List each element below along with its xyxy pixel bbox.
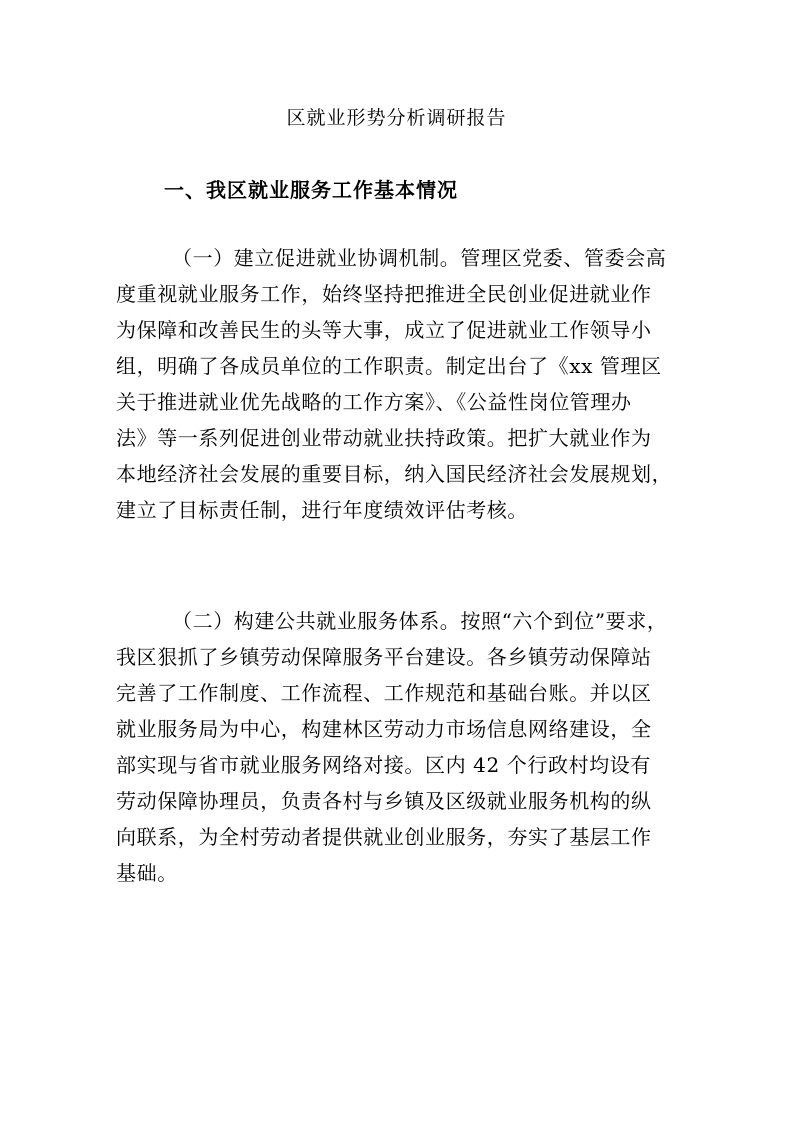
section-heading: 一、我区就业服务工作基本情况 [164,178,458,202]
paragraph-line: 本地经济社会发展的重要目标，纳入国民经济社会发展规划， [116,462,673,486]
paragraph-line: 为保障和改善民生的头等大事，成立了促进就业工作领导小 [116,318,652,342]
paragraph-line: 向联系，为全村劳动者提供就业创业服务，夯实了基层工作 [116,825,652,849]
paragraph-line: 法》等一系列促进创业带动就业扶持政策。把扩大就业作为 [116,426,652,450]
paragraph-line: （二）构建公共就业服务体系。按照“六个到位”要求， [172,609,668,633]
paragraph-line: 度重视就业服务工作，始终坚持把推进全民创业促进就业作 [116,282,652,306]
paragraph-line: 部实现与省市就业服务网络对接。区内 42 个行政村均设有 [116,753,651,777]
paragraph-2 [116,603,686,891]
paragraph-1 [116,240,686,528]
paragraph-line: 建立了目标责任制，进行年度绩效评估考核。 [116,498,528,522]
paragraph-line: 我区狠抓了乡镇劳动保障服务平台建设。各乡镇劳动保障站 [116,645,652,669]
paragraph-line: 劳动保障协理员，负责各村与乡镇及区级就业服务机构的纵 [116,789,652,813]
paragraph-line: 就业服务局为中心，构建林区劳动力市场信息网络建设，全 [116,717,652,741]
paragraph-line: 关于推进就业优先战略的工作方案》、《公益性岗位管理办 [116,390,632,414]
paragraph-line: （一）建立促进就业协调机制。管理区党委、管委会高 [172,246,667,270]
document-title: 区就业形势分析调研报告 [286,107,507,129]
paragraph-line: 组，明确了各成员单位的工作职责。制定出台了《xx 管理区 [116,354,662,378]
paragraph-line: 基础。 [116,861,178,885]
paragraph-line: 完善了工作制度、工作流程、工作规范和基础台账。并以区 [116,681,652,705]
